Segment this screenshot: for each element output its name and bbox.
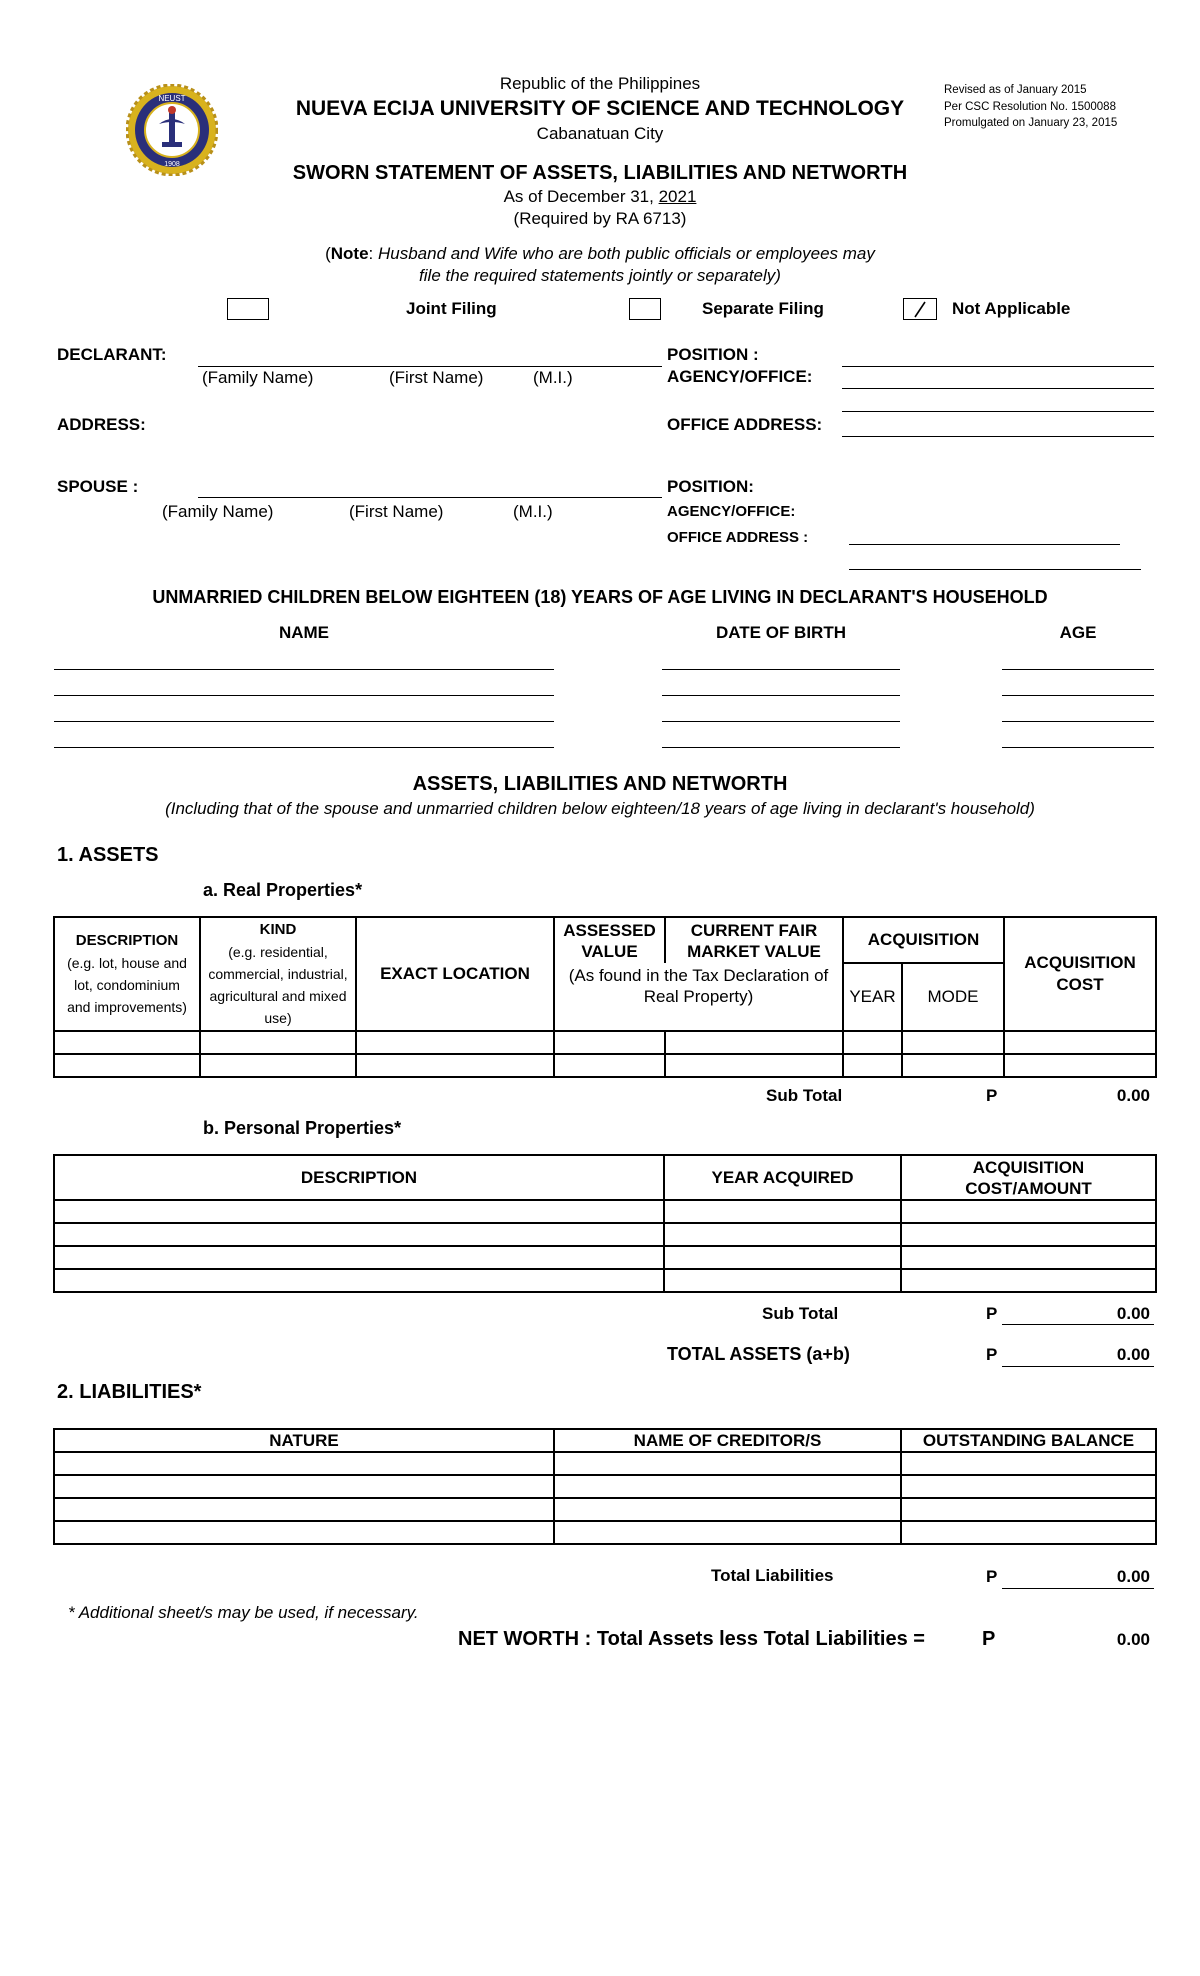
note-text-1: Husband and Wife who are both public officials or employees may (378, 244, 875, 263)
total-assets-currency: P (986, 1345, 998, 1364)
declarant-name-field[interactable] (198, 366, 662, 367)
table-row (54, 1031, 1156, 1054)
col-mode-header: MODE (902, 963, 1004, 1031)
declarant-agency-field-2[interactable] (842, 411, 1154, 412)
total-liabilities-currency: P (986, 1567, 998, 1586)
spouse-office-address-field-2[interactable] (849, 569, 1141, 570)
tax-declaration-note: (As found in the Tax Declaration of Real Property) (554, 963, 843, 1031)
personal-properties-table (53, 1154, 1157, 1293)
table-cell[interactable] (54, 1223, 664, 1246)
declarant-position-field[interactable] (842, 366, 1154, 367)
note-line-1: (Note: Husband and Wife who are both public officials or employees may (325, 244, 875, 263)
networth-label: NET WORTH : Total Assets less Total Liabilities = (458, 1628, 925, 1650)
table-cell[interactable] (664, 1269, 901, 1292)
declarant-mi-caption: (M.I.) (533, 368, 573, 387)
table-cell[interactable] (54, 1498, 554, 1521)
university-name: NUEVA ECIJA UNIVERSITY OF SCIENCE AND TECHNOLOGY (295, 97, 905, 120)
city-line: Cabanatuan City (536, 124, 664, 143)
real-properties-heading: a. Real Properties* (203, 880, 363, 900)
table-cell[interactable] (664, 1200, 901, 1223)
children-title: UNMARRIED CHILDREN BELOW EIGHTEEN (18) YEARS OF AGE LIVING IN DECLARANT'S HOUSEHOLD (152, 587, 1048, 607)
table-cell[interactable] (54, 1054, 200, 1077)
child-dob-field[interactable] (662, 721, 900, 722)
child-name-field[interactable] (54, 747, 554, 748)
footnote: * Additional sheet/s may be used, if necessary. (68, 1603, 419, 1622)
personal-subtotal-underline (1002, 1324, 1154, 1325)
table-cell[interactable] (54, 1246, 664, 1269)
table-cell[interactable] (901, 1498, 1156, 1521)
table-cell[interactable] (54, 1269, 664, 1292)
col-balance-header: OUTSTANDING BALANCE (901, 1429, 1156, 1452)
declarant-address-label: ADDRESS: (57, 415, 146, 434)
child-age-field[interactable] (1002, 747, 1154, 748)
total-assets-value: 0.00 (1116, 1345, 1150, 1364)
table-row (54, 1200, 1156, 1223)
spouse-office-address-label: OFFICE ADDRESS : (667, 529, 809, 546)
spouse-mi-caption: (M.I.) (513, 502, 553, 521)
as-of-prefix: As of December 31, (503, 187, 654, 206)
table-cell[interactable] (554, 1475, 901, 1498)
table-cell[interactable] (664, 1223, 901, 1246)
networth-value: 0.00 (1116, 1630, 1150, 1649)
not-applicable-label: Not Applicable (952, 299, 1071, 318)
spouse-first-name-caption: (First Name) (349, 502, 444, 521)
col-assessed-header: ASSESSED VALUE (554, 917, 665, 963)
table-cell[interactable] (200, 1054, 356, 1077)
declarant-label: DECLARANT: (57, 345, 167, 364)
child-dob-field[interactable] (662, 669, 900, 670)
table-cell[interactable] (54, 1452, 554, 1475)
child-dob-field[interactable] (662, 695, 900, 696)
real-subtotal-label: Sub Total (766, 1086, 843, 1105)
personal-col-cost-header: ACQUISITION COST/AMOUNT (901, 1155, 1156, 1200)
spouse-name-field[interactable] (198, 497, 662, 498)
declarant-office-address-label: OFFICE ADDRESS: (667, 415, 823, 434)
table-row (54, 1521, 1156, 1544)
table-cell[interactable] (356, 1054, 554, 1077)
table-cell[interactable] (902, 1054, 1004, 1077)
col-creditor-header: NAME OF CREDITOR/S (554, 1429, 901, 1452)
child-name-field[interactable] (54, 721, 554, 722)
children-col-dob: DATE OF BIRTH (715, 623, 846, 642)
table-cell[interactable] (902, 1031, 1004, 1054)
aln-title: ASSETS, LIABILITIES AND NETWORTH (412, 773, 788, 795)
real-subtotal-value: 0.00 (1116, 1086, 1150, 1105)
table-cell[interactable] (901, 1475, 1156, 1498)
table-cell[interactable] (901, 1521, 1156, 1544)
declarant-agency-field[interactable] (842, 388, 1154, 389)
form-title: SWORN STATEMENT OF ASSETS, LIABILITIES AND NETWORTH (292, 162, 908, 184)
col-kind-header: KIND (e.g. residential, commercial, industrial, agricultural and mixed use) (200, 917, 356, 1031)
personal-subtotal-currency: P (986, 1304, 998, 1323)
check-slash-icon (905, 300, 935, 318)
child-age-field[interactable] (1002, 669, 1154, 670)
real-properties-table (53, 916, 1157, 1078)
col-nature-header: NATURE (54, 1429, 554, 1452)
table-cell[interactable] (200, 1031, 356, 1054)
col-location-header: EXACT LOCATION (356, 917, 554, 1031)
personal-col-description-header: DESCRIPTION (54, 1155, 664, 1200)
required-by: (Required by RA 6713) (513, 209, 687, 228)
table-cell[interactable] (901, 1246, 1156, 1269)
col-acquisition-header: ACQUISITION (843, 917, 1004, 963)
spouse-family-name-caption: (Family Name) (162, 502, 274, 521)
table-cell[interactable] (54, 1521, 554, 1544)
spouse-label: SPOUSE : (57, 477, 139, 496)
as-of-year: 2021 (658, 187, 697, 206)
joint-filing-checkbox[interactable] (227, 298, 269, 320)
total-assets-underline (1002, 1366, 1154, 1367)
child-dob-field[interactable] (662, 747, 900, 748)
table-cell[interactable] (554, 1054, 665, 1077)
table-cell[interactable] (664, 1246, 901, 1269)
child-age-field[interactable] (1002, 695, 1154, 696)
table-cell[interactable] (901, 1200, 1156, 1223)
separate-filing-label: Separate Filing (702, 299, 824, 318)
table-cell[interactable] (1004, 1031, 1156, 1054)
table-cell[interactable] (901, 1223, 1156, 1246)
child-name-field[interactable] (54, 669, 554, 670)
liabilities-heading: 2. LIABILITIES* (57, 1381, 202, 1403)
revision-note-1: Revised as of January 2015 (944, 84, 1087, 96)
separate-filing-checkbox[interactable] (629, 298, 661, 320)
children-col-age: AGE (1059, 623, 1097, 642)
assets-heading: 1. ASSETS (57, 844, 159, 866)
total-assets-label: TOTAL ASSETS (a+b) (667, 1344, 850, 1364)
revision-note-3: Promulgated on January 23, 2015 (944, 117, 1118, 129)
table-row (54, 1269, 1156, 1292)
table-cell[interactable] (554, 1452, 901, 1475)
table-cell[interactable] (54, 1475, 554, 1498)
republic-line: Republic of the Philippines (499, 74, 701, 93)
table-cell[interactable] (54, 1200, 664, 1223)
spouse-agency-label: AGENCY/OFFICE: (667, 503, 796, 520)
child-age-field[interactable] (1002, 721, 1154, 722)
seal-year: 1908 (164, 161, 180, 168)
table-row (54, 1246, 1156, 1269)
total-liabilities-label: Total Liabilities (711, 1566, 834, 1585)
networth-currency: P (982, 1628, 996, 1650)
declarant-agency-label: AGENCY/OFFICE: (667, 367, 813, 386)
liabilities-table (53, 1428, 1157, 1545)
table-cell[interactable] (356, 1031, 554, 1054)
joint-filing-label: Joint Filing (406, 299, 497, 318)
revision-note-2: Per CSC Resolution No. 1500088 (944, 101, 1116, 113)
personal-col-year-header: YEAR ACQUIRED (664, 1155, 901, 1200)
personal-subtotal-label: Sub Total (762, 1304, 839, 1323)
table-cell[interactable] (1004, 1054, 1156, 1077)
seal-text: NEUST (158, 94, 186, 103)
as-of-line (400, 187, 800, 207)
table-cell[interactable] (843, 1031, 902, 1054)
table-row (54, 1054, 1156, 1077)
note-line-2: file the required statements jointly or separately) (419, 266, 781, 285)
declarant-first-name-caption: (First Name) (389, 368, 484, 387)
table-row (54, 1498, 1156, 1521)
table-cell[interactable] (554, 1498, 901, 1521)
total-liabilities-underline (1002, 1588, 1154, 1589)
aln-subtitle: (Including that of the spouse and unmarried children below eighteen/18 years of age living in declarant's household) (165, 799, 1035, 818)
real-subtotal-currency: P (986, 1086, 998, 1105)
table-cell[interactable] (901, 1269, 1156, 1292)
table-cell[interactable] (554, 1521, 901, 1544)
table-row (54, 1223, 1156, 1246)
child-name-field[interactable] (54, 695, 554, 696)
table-cell[interactable] (843, 1054, 902, 1077)
col-acquisition-cost-header: ACQUISITION COST (1004, 917, 1156, 1031)
declarant-family-name-caption: (Family Name) (202, 368, 314, 387)
spouse-position-label: POSITION: (667, 477, 754, 496)
table-cell[interactable] (901, 1452, 1156, 1475)
col-year-header: YEAR (843, 963, 902, 1031)
table-cell[interactable] (665, 1054, 843, 1077)
spouse-office-address-field[interactable] (849, 544, 1120, 545)
table-row (54, 1452, 1156, 1475)
col-fmv-header: CURRENT FAIR MARKET VALUE (665, 917, 843, 963)
col-description-header: DESCRIPTION (e.g. lot, house and lot, condominium and improvements) (54, 917, 200, 1031)
total-liabilities-value: 0.00 (1116, 1567, 1150, 1586)
table-cell[interactable] (54, 1031, 200, 1054)
children-col-name: NAME (278, 623, 330, 642)
personal-subtotal-value: 0.00 (1116, 1304, 1150, 1323)
not-applicable-checkbox[interactable] (903, 298, 937, 320)
table-cell[interactable] (665, 1031, 843, 1054)
table-row (54, 1475, 1156, 1498)
declarant-office-address-field[interactable] (842, 436, 1154, 437)
note-label: Note (330, 244, 369, 263)
declarant-position-label: POSITION : (667, 345, 759, 364)
personal-properties-heading: b. Personal Properties* (203, 1118, 402, 1138)
table-cell[interactable] (554, 1031, 665, 1054)
